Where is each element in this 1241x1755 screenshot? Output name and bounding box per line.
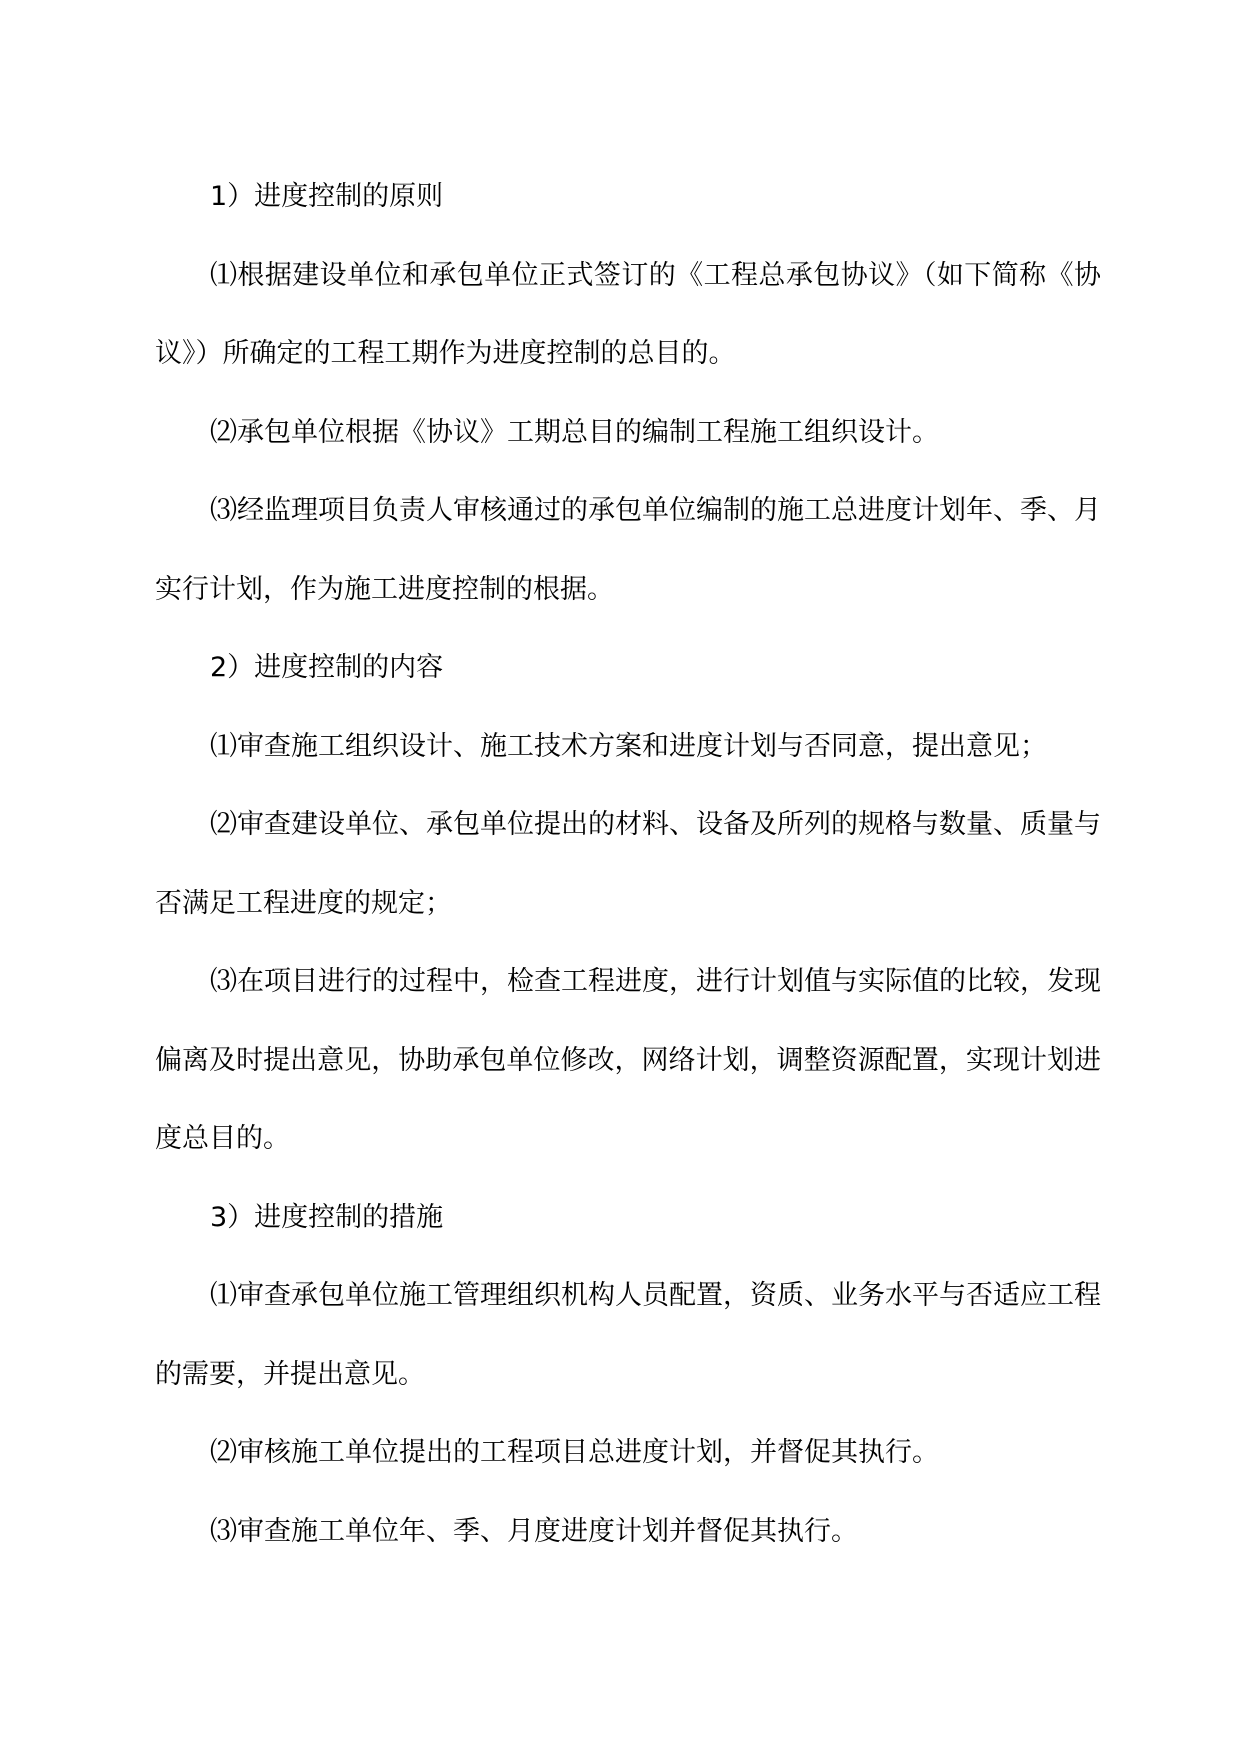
paragraph-principle-3: ⑶经监理项目负责人审核通过的承包单位编制的施工总进度计划年、季、月实行计划，作为施工进度控制的根据。 [155,495,1101,605]
paragraph-content-1: ⑴审查施工组织设计、施工技术方案和进度计划与否同意，提出意见； [210,730,1047,762]
paragraph-principle-1: ⑴根据建设单位和承包单位正式签订的《工程总承包协议》（如下简称《协议》）所确定的工程工期作为进度控制的总目的。 [155,259,1101,369]
section-heading-contents: 2）进度控制的内容 [210,652,444,683]
paragraph-content-3: ⑶在项目进行的过程中，检查工程进度，进行计划值与实际值的比较，发现偏离及时提出意见，协助承包单位修改，网络计划，调整资源配置，实现计划进度总目的。 [155,966,1101,1154]
paragraph-principle-2: ⑵承包单位根据《协议》工期总目的编制工程施工组织设计。 [210,416,939,448]
paragraph-content-2: ⑵审查建设单位、承包单位提出的材料、设备及所列的规格与数量、质量与否满足工程进度的规定； [155,809,1101,919]
document-body [155,158,1101,1571]
paragraph-measure-3: ⑶审查施工单位年、季、月度进度计划并督促其执行。 [210,1515,858,1547]
paragraph-measure-1: ⑴审查承包单位施工管理组织机构人员配置，资质、业务水平与否适应工程的需要，并提出意见。 [155,1280,1101,1390]
section-heading-principles: 1）进度控制的原则 [210,181,444,212]
paragraph-measure-2: ⑵审核施工单位提出的工程项目总进度计划，并督促其执行。 [210,1437,939,1468]
section-heading-measures: 3）进度控制的措施 [210,1201,444,1233]
